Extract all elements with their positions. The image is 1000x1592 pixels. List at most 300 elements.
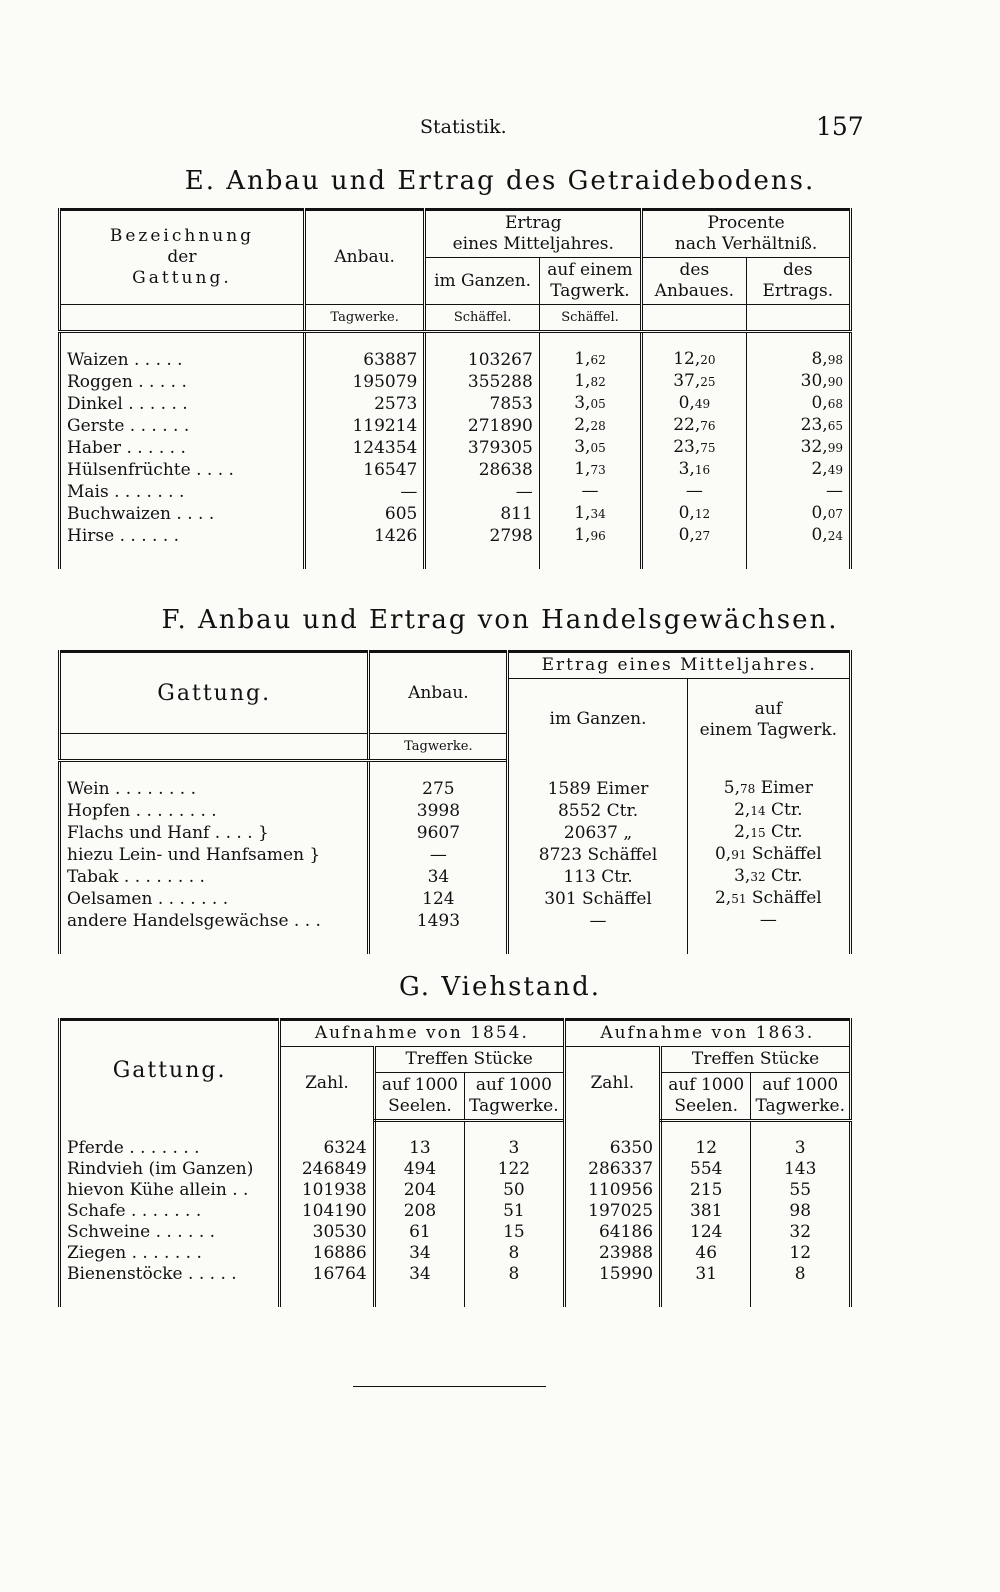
cell-procent-anbau-dec: 16 <box>694 463 711 477</box>
col-header-aufnahme-1854: Aufnahme von 1854. <box>280 1020 564 1047</box>
table-row <box>60 1243 851 1264</box>
cell-procent-anbau-dec: 27 <box>694 529 711 543</box>
leader-dots: . . . . . . <box>128 393 188 414</box>
cell-auf-einem-tagwerk-unit: Eimer <box>755 778 813 798</box>
cell-anbau: 2573 <box>304 393 424 415</box>
cell-auf-einem-tagwerk-int: 3, <box>574 437 591 457</box>
leader-dots: . . . . . . <box>119 525 180 546</box>
row-name: Hülsenfrüchte <box>67 459 191 480</box>
cell-procent-ertrag <box>746 349 850 371</box>
col-header-ertrag: Ertrag eines Mitteljahres. <box>508 652 851 679</box>
cell-auf-einem-tagwerk-dec: 62 <box>590 353 606 367</box>
cell-zahl-1854: 16764 <box>280 1264 375 1285</box>
leader-dots: . . . . . . . <box>131 1201 202 1221</box>
cell-seelen-1854: 34 <box>374 1264 464 1285</box>
cell-auf-einem-tagwerk <box>539 503 641 525</box>
table-grain-cultivation <box>58 208 852 569</box>
section-f-title: F. Anbau und Ertrag von Handelsgewächsen. <box>161 605 839 635</box>
cell-auf-einem-tagwerk-int: 0, <box>714 844 732 864</box>
cell-anbau: — <box>304 481 424 503</box>
table-row <box>60 371 851 393</box>
unit-tagwerke: Tagwerke. <box>369 734 508 761</box>
table-row <box>60 1138 851 1159</box>
table-row <box>60 1159 851 1180</box>
row-label <box>60 778 369 800</box>
cell-auf-einem-tagwerk <box>539 481 641 503</box>
cell-seelen-1863: 46 <box>661 1243 751 1264</box>
table-livestock <box>58 1018 852 1307</box>
cell-zahl-1854: 101938 <box>280 1180 375 1201</box>
row-name: Buchwaizen <box>67 503 172 524</box>
cell-procent-ertrag-int: 0, <box>811 525 828 545</box>
col-header-im-ganzen: im Ganzen. <box>508 679 687 761</box>
cell-anbau: 9607 <box>369 822 508 844</box>
leader-dots: } <box>309 844 321 865</box>
row-name: Haber <box>67 437 122 458</box>
leader-dots: . . . . . . . . <box>114 778 197 799</box>
cell-procent-anbau-int: 23, <box>673 437 701 457</box>
cell-auf-einem-tagwerk <box>539 415 641 437</box>
cell-procent-ertrag <box>746 525 850 547</box>
table-row <box>60 822 851 844</box>
col-header-seelen-1854: auf 1000 Seelen. <box>374 1073 464 1121</box>
cell-procent-anbau-dec: 25 <box>700 375 716 389</box>
leader-dots: . . . . . . <box>126 437 186 458</box>
cell-tagwerke-1854: 3 <box>465 1138 565 1159</box>
cell-procent-anbau <box>642 349 746 371</box>
table-row <box>60 844 851 866</box>
col-header-des-ertrags: des Ertrags. <box>746 258 850 305</box>
cell-zahl-1863: 64186 <box>564 1222 660 1243</box>
cell-auf-einem-tagwerk <box>687 778 850 800</box>
cell-procent-anbau-int: 37, <box>673 371 701 391</box>
table-row <box>60 866 851 888</box>
table-row <box>60 888 851 910</box>
cell-auf-einem-tagwerk-unit: Schäffel <box>746 844 822 864</box>
cell-tagwerke-1854: 15 <box>465 1222 565 1243</box>
cell-procent-anbau <box>642 371 746 393</box>
cell-auf-einem-tagwerk-dec: 15 <box>750 826 766 840</box>
table-row <box>60 910 851 932</box>
cell-auf-einem-tagwerk <box>687 844 850 866</box>
cell-im-ganzen: 2798 <box>425 525 539 547</box>
cell-auf-einem-tagwerk <box>687 822 850 844</box>
row-label <box>60 1138 280 1159</box>
cell-zahl-1863: 23988 <box>564 1243 660 1264</box>
table-row <box>60 525 851 547</box>
cell-auf-einem-tagwerk-dec: 51 <box>731 892 747 906</box>
cell-procent-ertrag <box>746 503 850 525</box>
cell-auf-einem-tagwerk-dec: 28 <box>590 419 606 433</box>
cell-auf-einem-tagwerk-dec: 73 <box>590 463 606 477</box>
cell-zahl-1863: 197025 <box>564 1201 660 1222</box>
cell-auf-einem-tagwerk-dec: 91 <box>731 848 747 862</box>
cell-procent-ertrag-dec: 98 <box>827 353 843 367</box>
cell-auf-einem-tagwerk-dec: 32 <box>750 870 766 884</box>
cell-im-ganzen: — <box>425 481 539 503</box>
row-name: Wein <box>67 778 110 799</box>
leader-dots: . . . <box>293 910 321 931</box>
col-header-ertrag: Ertrag eines Mitteljahres. <box>425 210 642 258</box>
col-header-auf-einem-tagwerk: auf einem Tagwerk. <box>687 679 850 761</box>
cell-seelen-1854: 494 <box>374 1159 464 1180</box>
cell-auf-einem-tagwerk-unit: Ctr. <box>765 800 803 820</box>
cell-zahl-1863: 110956 <box>564 1180 660 1201</box>
cell-procent-anbau <box>642 459 746 481</box>
cell-auf-einem-tagwerk-int: 3, <box>574 393 591 413</box>
table-row <box>60 349 851 371</box>
cell-auf-einem-tagwerk <box>539 349 641 371</box>
cell-zahl-1854: 104190 <box>280 1201 375 1222</box>
cell-procent-ertrag-int: 30, <box>800 371 828 391</box>
col-header-des-anbaues: des Anbaues. <box>642 258 746 305</box>
row-label <box>60 1264 280 1285</box>
cell-anbau: 34 <box>369 866 508 888</box>
col-header-tagwerke-1854: auf 1000 Tagwerke. <box>465 1073 565 1121</box>
row-label <box>60 1222 280 1243</box>
cell-im-ganzen: 379305 <box>425 437 539 459</box>
cell-tagwerke-1863: 8 <box>751 1264 851 1285</box>
cell-auf-einem-tagwerk-int: 2, <box>734 822 751 842</box>
cell-seelen-1854: 13 <box>374 1138 464 1159</box>
cell-auf-einem-tagwerk-int: 1, <box>574 459 591 479</box>
col-header-aufnahme-1863: Aufnahme von 1863. <box>564 1020 850 1047</box>
cell-anbau: 63887 <box>304 349 424 371</box>
table-row <box>60 1180 851 1201</box>
table-row <box>60 800 851 822</box>
cell-auf-einem-tagwerk-int: 1, <box>574 525 591 545</box>
cell-procent-ertrag-int: 23, <box>800 415 828 435</box>
cell-anbau: 124 <box>369 888 508 910</box>
cell-procent-ertrag-dec: 99 <box>827 441 843 455</box>
table-row <box>60 437 851 459</box>
row-name: Mais <box>67 481 109 502</box>
cell-procent-ertrag-int: 2, <box>811 459 828 479</box>
row-label <box>60 800 369 822</box>
page-number: 157 <box>816 112 864 141</box>
cell-auf-einem-tagwerk-int: 1, <box>574 349 591 369</box>
cell-im-ganzen: 103267 <box>425 349 539 371</box>
cell-auf-einem-tagwerk-int: — <box>581 481 599 501</box>
cell-seelen-1863: 124 <box>661 1222 751 1243</box>
col-header-tagwerke-1863: auf 1000 Tagwerke. <box>751 1073 851 1121</box>
unit-schaeffel: Schäffel. <box>425 305 539 332</box>
cell-auf-einem-tagwerk-dec: 78 <box>740 782 756 796</box>
leader-dots: . . . . } <box>214 822 269 843</box>
cell-tagwerke-1854: 51 <box>465 1201 565 1222</box>
cell-auf-einem-tagwerk <box>539 459 641 481</box>
row-label <box>60 393 305 415</box>
row-label <box>60 525 305 547</box>
cell-procent-ertrag <box>746 371 850 393</box>
cell-anbau: 1493 <box>369 910 508 932</box>
cell-procent-ertrag-int: 32, <box>800 437 828 457</box>
cell-procent-anbau-int: 3, <box>678 459 695 479</box>
leader-dots: . . . . <box>196 459 234 480</box>
table-row <box>60 778 851 800</box>
cell-zahl-1854: 6324 <box>280 1138 375 1159</box>
cell-im-ganzen: 811 <box>425 503 539 525</box>
table-row <box>60 393 851 415</box>
cell-procent-anbau-int: 22, <box>673 415 701 435</box>
cell-im-ganzen: 1589 Eimer <box>508 778 687 800</box>
cell-anbau: 275 <box>369 778 508 800</box>
row-name: andere Handelsgewächse <box>67 910 289 931</box>
cell-zahl-1854: 30530 <box>280 1222 375 1243</box>
cell-im-ganzen: 7853 <box>425 393 539 415</box>
cell-anbau: — <box>369 844 508 866</box>
cell-anbau: 124354 <box>304 437 424 459</box>
cell-auf-einem-tagwerk-dec: 82 <box>590 375 606 389</box>
cell-procent-anbau <box>642 525 746 547</box>
cell-procent-ertrag <box>746 459 850 481</box>
cell-procent-anbau-dec: 49 <box>694 397 711 411</box>
row-label <box>60 1243 280 1264</box>
row-label <box>60 371 305 393</box>
row-name: Roggen <box>67 371 133 392</box>
row-label <box>60 888 369 910</box>
row-name: hievon Kühe allein <box>67 1180 227 1200</box>
row-name: Ziegen <box>67 1243 127 1263</box>
cell-procent-anbau <box>642 503 746 525</box>
cell-tagwerke-1863: 55 <box>751 1180 851 1201</box>
cell-tagwerke-1863: 3 <box>751 1138 851 1159</box>
leader-dots: . . <box>232 1180 249 1200</box>
row-name: Rindvieh (im Ganzen) <box>67 1159 254 1179</box>
cell-procent-ertrag-dec: 49 <box>827 463 843 477</box>
row-name: Pferde <box>67 1138 124 1158</box>
cell-procent-anbau <box>642 481 746 503</box>
row-name: Hirse <box>67 525 115 546</box>
cell-procent-anbau-int: 0, <box>678 503 695 523</box>
col-header-gattung: Bezeichnung der Gattung. <box>109 226 255 288</box>
leader-dots: . . . . . . . <box>131 1243 202 1263</box>
cell-zahl-1863: 286337 <box>564 1159 660 1180</box>
table-row <box>60 415 851 437</box>
cell-auf-einem-tagwerk <box>687 910 850 932</box>
cell-tagwerke-1863: 12 <box>751 1243 851 1264</box>
col-header-auf-einem-tagwerk: auf einem Tagwerk. <box>539 258 641 305</box>
cell-anbau: 3998 <box>369 800 508 822</box>
cell-auf-einem-tagwerk <box>687 800 850 822</box>
leader-dots: . . . . . <box>188 1264 237 1284</box>
row-label <box>60 1159 280 1180</box>
row-label <box>60 910 369 932</box>
cell-procent-anbau-dec: 20 <box>700 353 716 367</box>
cell-auf-einem-tagwerk-int: 2, <box>574 415 591 435</box>
cell-anbau: 119214 <box>304 415 424 437</box>
col-header-zahl-1863: Zahl. <box>564 1047 660 1121</box>
table-commercial-crops <box>58 650 852 954</box>
cell-im-ganzen: 301 Schäffel <box>508 888 687 910</box>
section-g-title: G. Viehstand. <box>398 972 602 1002</box>
cell-procent-anbau-dec: 75 <box>700 441 716 455</box>
cell-im-ganzen: 113 Ctr. <box>508 866 687 888</box>
row-name: Dinkel <box>67 393 123 414</box>
cell-im-ganzen: 20637 „ <box>508 822 687 844</box>
cell-anbau: 605 <box>304 503 424 525</box>
col-header-treffen-1854: Treffen Stücke <box>374 1047 564 1073</box>
cell-procent-ertrag <box>746 393 850 415</box>
cell-auf-einem-tagwerk <box>539 437 641 459</box>
col-header-im-ganzen: im Ganzen. <box>425 258 539 305</box>
cell-procent-ertrag-dec: 68 <box>827 397 843 411</box>
cell-im-ganzen: 8552 Ctr. <box>508 800 687 822</box>
leader-dots: . . . . . . . . <box>123 866 205 887</box>
row-label <box>60 459 305 481</box>
cell-procent-ertrag <box>746 437 850 459</box>
row-name: Schafe <box>67 1201 126 1221</box>
cell-im-ganzen: 8723 Schäffel <box>508 844 687 866</box>
cell-seelen-1854: 61 <box>374 1222 464 1243</box>
cell-procent-anbau <box>642 415 746 437</box>
cell-auf-einem-tagwerk-int: 3, <box>734 866 751 886</box>
cell-tagwerke-1863: 98 <box>751 1201 851 1222</box>
cell-im-ganzen: 28638 <box>425 459 539 481</box>
unit-tagwerke: Tagwerke. <box>304 305 424 332</box>
leader-dots: . . . . . <box>133 349 183 370</box>
table-row <box>60 481 851 503</box>
cell-auf-einem-tagwerk-int: 1, <box>574 371 591 391</box>
col-header-anbau: Anbau. <box>369 652 508 734</box>
col-header-gattung: Gattung. <box>157 680 272 706</box>
running-head <box>0 112 1000 142</box>
leader-dots: . . . . . . . <box>157 888 229 909</box>
row-name: Gerste <box>67 415 125 436</box>
cell-procent-anbau <box>642 437 746 459</box>
row-label <box>60 349 305 371</box>
section-e-title: E. Anbau und Ertrag des Getraidebodens. <box>184 166 816 196</box>
cell-auf-einem-tagwerk-dec: 05 <box>590 397 606 411</box>
row-label <box>60 1201 280 1222</box>
leader-dots: . . . . <box>176 503 215 524</box>
cell-procent-ertrag-dec: 24 <box>827 529 843 543</box>
cell-auf-einem-tagwerk-int: 2, <box>714 888 732 908</box>
cell-auf-einem-tagwerk-dec: 05 <box>590 441 606 455</box>
col-header-treffen-1863: Treffen Stücke <box>661 1047 851 1073</box>
cell-procent-ertrag-int: — <box>826 481 843 501</box>
cell-auf-einem-tagwerk-dec: 34 <box>590 507 606 521</box>
cell-procent-ertrag <box>746 415 850 437</box>
cell-procent-ertrag-int: 8, <box>811 349 828 369</box>
table-row <box>60 503 851 525</box>
cell-seelen-1854: 208 <box>374 1201 464 1222</box>
cell-zahl-1863: 6350 <box>564 1138 660 1159</box>
leader-dots: . . . . . . <box>155 1222 216 1242</box>
col-header-seelen-1863: auf 1000 Seelen. <box>661 1073 751 1121</box>
row-name: Flachs und Hanf <box>67 822 210 843</box>
cell-auf-einem-tagwerk <box>687 866 850 888</box>
leader-dots: . . . . . . . <box>129 1138 200 1158</box>
cell-auf-einem-tagwerk <box>539 393 641 415</box>
cell-procent-anbau <box>642 393 746 415</box>
cell-procent-ertrag <box>746 481 850 503</box>
unit-schaeffel: Schäffel. <box>539 305 641 332</box>
row-name: Bienenstöcke <box>67 1264 183 1284</box>
cell-im-ganzen: — <box>508 910 687 932</box>
cell-anbau: 195079 <box>304 371 424 393</box>
leader-dots: . . . . . . . <box>114 481 185 502</box>
cell-procent-ertrag-int: 0, <box>811 393 828 413</box>
row-label <box>60 481 305 503</box>
col-header-procente: Procente nach Verhältniß. <box>642 210 851 258</box>
row-label <box>60 866 369 888</box>
table-row <box>60 1264 851 1285</box>
cell-auf-einem-tagwerk-int: 5, <box>723 778 741 798</box>
cell-tagwerke-1863: 32 <box>751 1222 851 1243</box>
cell-seelen-1863: 12 <box>661 1138 751 1159</box>
row-label <box>60 503 305 525</box>
cell-procent-ertrag-dec: 07 <box>827 507 843 521</box>
row-name: Tabak <box>67 866 119 887</box>
table-row <box>60 1201 851 1222</box>
cell-auf-einem-tagwerk-unit: Ctr. <box>765 866 803 886</box>
cell-auf-einem-tagwerk-int: 1, <box>574 503 591 523</box>
cell-anbau: 16547 <box>304 459 424 481</box>
row-label <box>60 437 305 459</box>
cell-im-ganzen: 355288 <box>425 371 539 393</box>
cell-auf-einem-tagwerk-unit: Schäffel <box>746 888 822 908</box>
cell-seelen-1863: 31 <box>661 1264 751 1285</box>
cell-procent-ertrag-dec: 90 <box>827 375 843 389</box>
cell-zahl-1863: 15990 <box>564 1264 660 1285</box>
cell-procent-anbau-dec: 76 <box>700 419 716 433</box>
cell-procent-ertrag-int: 0, <box>811 503 828 523</box>
col-header-anbau: Anbau. <box>304 210 424 305</box>
cell-procent-anbau-dec: 12 <box>694 507 711 521</box>
leader-dots: . . . . . . <box>129 415 190 436</box>
table-row <box>60 459 851 481</box>
cell-auf-einem-tagwerk <box>687 888 850 910</box>
cell-seelen-1863: 381 <box>661 1201 751 1222</box>
cell-auf-einem-tagwerk-unit: Ctr. <box>765 822 803 842</box>
cell-tagwerke-1854: 122 <box>465 1159 565 1180</box>
cell-seelen-1863: 215 <box>661 1180 751 1201</box>
cell-procent-anbau-int: 0, <box>678 393 695 413</box>
cell-zahl-1854: 16886 <box>280 1243 375 1264</box>
cell-seelen-1854: 34 <box>374 1243 464 1264</box>
row-name: Schweine <box>67 1222 151 1242</box>
row-name: Hopfen <box>67 800 131 821</box>
leader-dots: . . . . . . . . <box>135 800 217 821</box>
cell-tagwerke-1854: 8 <box>465 1243 565 1264</box>
cell-tagwerke-1854: 8 <box>465 1264 565 1285</box>
cell-seelen-1863: 554 <box>661 1159 751 1180</box>
cell-procent-anbau-int: — <box>685 481 703 501</box>
cell-im-ganzen: 271890 <box>425 415 539 437</box>
leader-dots: . . . . . <box>138 371 187 392</box>
row-label <box>60 844 369 866</box>
cell-auf-einem-tagwerk <box>539 525 641 547</box>
cell-procent-ertrag-dec: 65 <box>827 419 843 433</box>
cell-procent-anbau-int: 12, <box>673 349 701 369</box>
col-header-zahl-1854: Zahl. <box>280 1047 375 1121</box>
cell-tagwerke-1854: 50 <box>465 1180 565 1201</box>
col-header-gattung: Gattung. <box>112 1058 227 1084</box>
table-row <box>60 1222 851 1243</box>
cell-auf-einem-tagwerk-int: — <box>759 910 777 930</box>
row-label <box>60 822 369 844</box>
cell-auf-einem-tagwerk-dec: 14 <box>750 804 766 818</box>
row-label <box>60 415 305 437</box>
cell-anbau: 1426 <box>304 525 424 547</box>
row-name: Waizen <box>67 349 129 370</box>
row-name: hiezu Lein- und Hanfsamen <box>67 844 305 865</box>
row-label <box>60 1180 280 1201</box>
footer-rule <box>353 1386 546 1387</box>
cell-auf-einem-tagwerk-dec: 96 <box>590 529 606 543</box>
cell-zahl-1854: 246849 <box>280 1159 375 1180</box>
